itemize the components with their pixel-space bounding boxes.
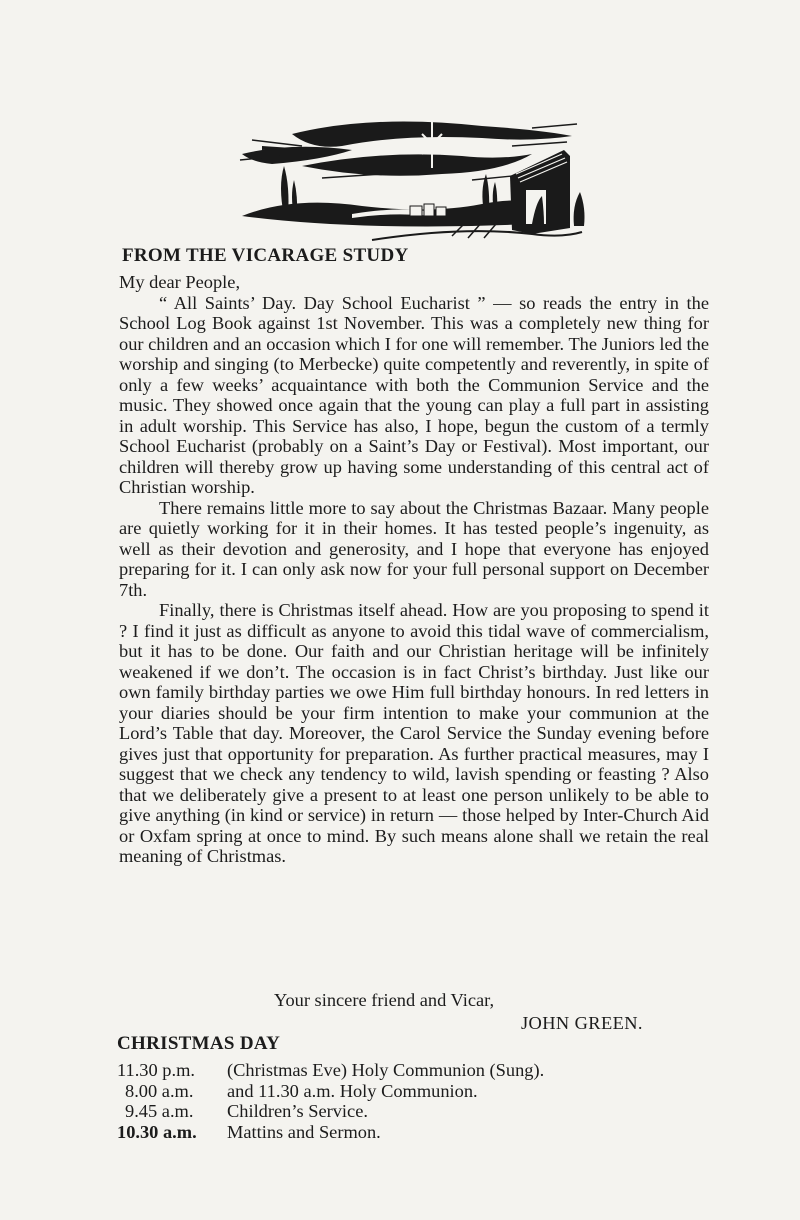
letter-paragraph: Finally, there is Christmas itself ahead. How are you proposing to spend it ? I find it just as difficult as anyone to avoid this tidal wave of commercialism, but it has to be done. Our faith and our Christian heritage will be infinitely weakened if we don’t. The occasion is in fact Christ’s birthday. Just like our own family birthday parties we owe Him full birthday honours. In red letters in your diaries should be your firm intention to make your communion at the Lord’s Table that day. Moreover, the Carol Service the Sunday evening before gives just that opportunity for preparation. As further practical measures, may I suggest that we check any tendency to wild, lavish spending or feasting ? Also that we deliberately give a present to at least one person unlikely to be able to give anything (in kind or service) in return — those helped by Inter-Church Aid or Oxfam spring at once to mind. By such means alone shall we retain the real meaning of Christmas.: [119, 600, 709, 866]
service-time: 9.45 a.m.: [125, 1101, 194, 1122]
service-row: [117, 1122, 544, 1143]
service-time: 11.30 p.m.: [117, 1060, 195, 1080]
service-event: Children’s Service.: [227, 1101, 368, 1122]
service-event: and 11.30 a.m. Holy Communion.: [227, 1080, 478, 1101]
christmas-day-heading: CHRISTMAS DAY: [117, 1033, 281, 1054]
service-event: Mattins and Sermon.: [227, 1121, 381, 1142]
letter-closing: Your sincere friend and Vicar,: [274, 990, 495, 1010]
letter-paragraph: “ All Saints’ Day. Day School Eucharist ” — so reads the entry in the School Log Book against 1st November. This was a completely new thing for our children and an occasion which I for one will remember. The Juniors led the worship and singing (to Merbecke) quite competently and reverently, in spite of only a few weeks’ acquaintance with both the Communion Service and the music. They showed once again that the young can play a full part in assisting in adult worship. This Service has also, I hope, begun the custom of a termly School Eucharist (probably on a Saint’s Day or Festival). Most important, our children will thereby grow up having some understanding of this central act of Christian worship.: [119, 292, 709, 497]
page-heading: FROM THE VICARAGE STUDY: [122, 245, 409, 266]
service-row: [117, 1060, 544, 1081]
service-row: [117, 1101, 544, 1122]
letter-salutation: My dear People,: [119, 272, 241, 292]
service-time: 8.00 a.m.: [125, 1080, 194, 1101]
service-event: (Christmas Eve) Holy Communion (Sung).: [227, 1060, 545, 1080]
service-time: 10.30 a.m.: [117, 1121, 197, 1142]
nativity-woodcut-icon: [232, 116, 592, 242]
service-row: [117, 1081, 544, 1102]
vicar-letter: [119, 272, 709, 867]
letter-paragraph: There remains little more to say about the Christmas Bazaar. Many people are quietly working for it in their homes. It has tested people’s ingenuity, as well as their devotion and generosity, and I hope that everyone has enjoyed preparing for it. I can only ask now for your full personal support on December 7th.: [119, 497, 709, 600]
service-schedule: [117, 1060, 544, 1142]
letter-signature: JOHN GREEN.: [521, 1013, 643, 1033]
